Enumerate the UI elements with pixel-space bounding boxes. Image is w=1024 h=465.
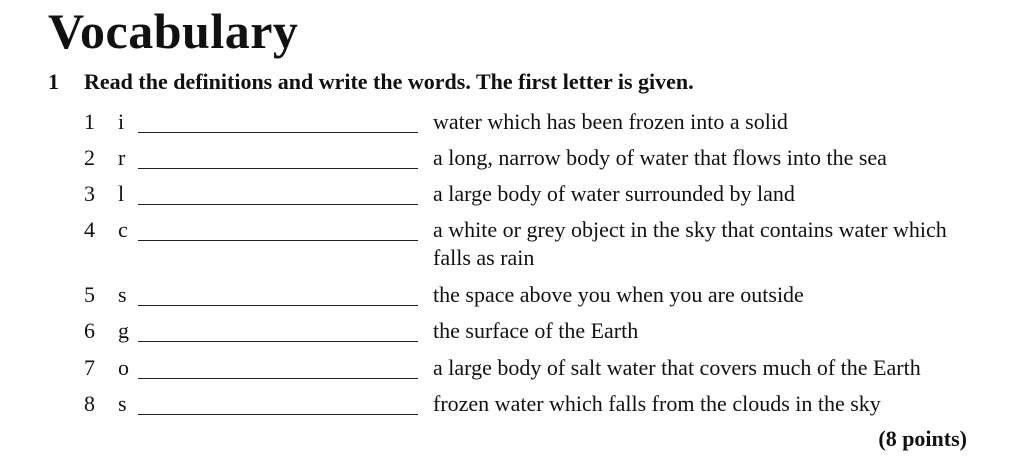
answer-blank[interactable]: [138, 341, 418, 342]
item-number: 5: [84, 282, 95, 307]
first-letter: o: [118, 355, 129, 380]
first-letter: r: [118, 145, 126, 170]
definition: the space above you when you are outside: [433, 282, 804, 307]
item-number: 7: [84, 355, 95, 380]
instruction-text: Read the definitions and write the words. The first letter is given.: [84, 69, 694, 94]
definition: a long, narrow body of water that flows into the sea: [433, 145, 887, 170]
item-number: 3: [84, 181, 95, 206]
answer-blank[interactable]: [138, 414, 418, 415]
definition: frozen water which falls from the clouds in the sky: [433, 391, 881, 416]
item-number: 4: [84, 217, 95, 242]
definition: water which has been frozen into a solid: [433, 109, 788, 134]
item-number: 1: [84, 109, 95, 134]
definition: the surface of the Earth: [433, 318, 639, 343]
answer-blank[interactable]: [138, 168, 418, 169]
first-letter: s: [118, 282, 127, 307]
first-letter: l: [118, 181, 125, 206]
answer-blank[interactable]: [138, 305, 418, 306]
first-letter: i: [118, 109, 125, 134]
item-number: 6: [84, 318, 95, 343]
definition: a white or grey object in the sky that contains water which falls as rain: [433, 217, 947, 270]
definition: a large body of water surrounded by land: [433, 181, 795, 206]
exercise-number: 1: [48, 69, 59, 94]
first-letter: s: [118, 391, 127, 416]
first-letter: g: [118, 318, 129, 343]
item-number: 2: [84, 145, 95, 170]
first-letter: c: [118, 217, 128, 242]
item-number: 8: [84, 391, 95, 416]
answer-blank[interactable]: [138, 132, 418, 133]
page-title: Vocabulary: [48, 3, 299, 59]
answer-blank[interactable]: [138, 378, 418, 379]
answer-blank[interactable]: [138, 240, 418, 241]
points-total: (8 points): [878, 426, 967, 451]
answer-blank[interactable]: [138, 204, 418, 205]
definition: a large body of salt water that covers much of the Earth: [433, 355, 921, 380]
